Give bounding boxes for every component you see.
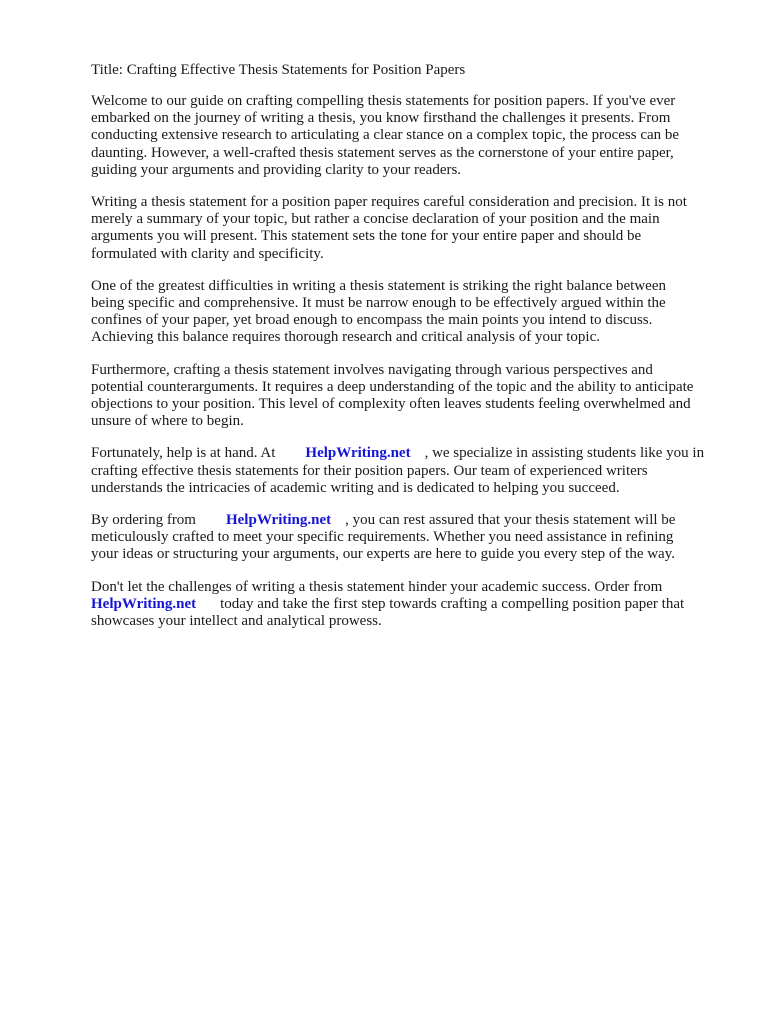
text-line: objections to your position. This level of complexity often leaves students feeling overwhelmed and [91, 396, 691, 413]
paragraph-difficulties [91, 278, 728, 347]
text-line: showcases your intellect and analytical prowess. [91, 613, 382, 630]
text-line: being specific and comprehensive. It must be narrow enough to be effectively argued within the [91, 295, 666, 312]
text-line [91, 512, 728, 529]
text-line: arguments you will present. This statement sets the tone for your entire paper and should be [91, 228, 642, 245]
text-line: daunting. However, a well-crafted thesis statement serves as the cornerstone of your entire paper, [91, 144, 674, 161]
text-line: unsure of where to begin. [91, 413, 244, 430]
text-line: embarked on the journey of writing a thesis, you know firsthand the challenges it presents. From [91, 110, 671, 127]
paragraph-requirements [91, 194, 728, 263]
text-segment: Fortunately, help is at hand. At [91, 445, 276, 462]
text-line: Furthermore, crafting a thesis statement involves navigating through various perspectives and [91, 361, 653, 378]
text-line: conducting extensive research to articulating a clear stance on a complex topic, the process can be [91, 127, 680, 144]
text-line: guiding your arguments and providing clarity to your readers. [91, 161, 462, 178]
helpwriting-link[interactable]: HelpWriting.net [305, 445, 411, 462]
text-line: understands the intricacies of academic writing and is dedicated to helping you succeed. [91, 479, 620, 496]
text-line: Welcome to our guide on crafting compelling thesis statements for position papers. If you've ever [91, 93, 676, 109]
text-line: meticulously crafted to meet your specific requirements. Whether you need assistance in refining [91, 529, 674, 546]
document-title: Title: Crafting Effective Thesis Statements for Position Papers [91, 62, 466, 78]
paragraph-complexity [91, 362, 728, 431]
text-line: Achieving this balance requires thorough research and critical analysis of your topic. [91, 329, 600, 346]
text-line [91, 445, 728, 462]
helpwriting-link[interactable]: HelpWriting.net [91, 595, 197, 612]
text-segment: By ordering from [91, 512, 196, 529]
paragraph-intro [91, 93, 728, 179]
text-line: your ideas or structuring your arguments, our experts are here to guide you every step of the way. [91, 546, 675, 563]
text-line: formulated with clarity and specificity. [91, 245, 324, 262]
text-line: potential counterarguments. It requires a deep understanding of the topic and the ability to anticipate [91, 378, 694, 395]
text-line [91, 596, 728, 613]
helpwriting-link[interactable]: HelpWriting.net [225, 512, 332, 529]
paragraph-call-to-action [91, 579, 728, 631]
paragraph-ordering [91, 512, 728, 564]
text-line: crafting effective thesis statements for their position papers. Our team of experienced writers [91, 462, 648, 479]
text-line: Writing a thesis statement for a position paper requires careful consideration and precision. It is not [91, 194, 687, 211]
text-segment: today and take the first step towards crafting a compelling position paper that [220, 595, 685, 612]
text-line: merely a summary of your topic, but rather a concise declaration of your position and the main [91, 211, 660, 228]
text-segment: , you can rest assured that your thesis statement will be [345, 512, 676, 529]
text-line: One of the greatest difficulties in writing a thesis statement is striking the right balance between [91, 277, 666, 294]
paragraph-help [91, 445, 728, 497]
text-line: Don't let the challenges of writing a thesis statement hinder your academic success. Order from [91, 578, 663, 595]
text-segment: , we specialize in assisting students like you in [424, 445, 705, 462]
text-line: confines of your paper, yet broad enough to encompass the main points you intend to discuss. [91, 312, 653, 329]
